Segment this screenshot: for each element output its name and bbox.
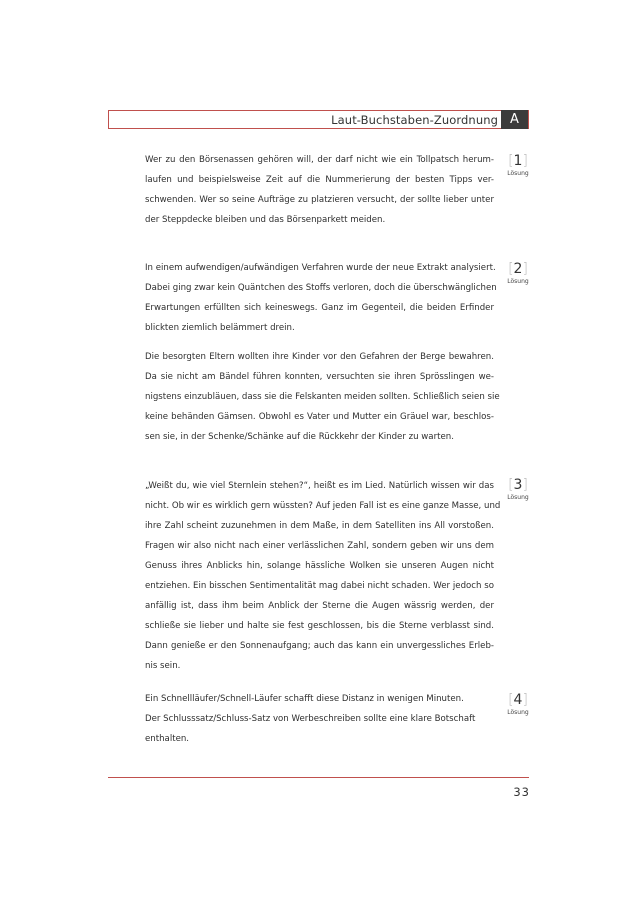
solution-number: 4 bbox=[513, 692, 523, 708]
solution-label: Lösung bbox=[507, 278, 529, 285]
solution-label: Lösung bbox=[507, 709, 529, 716]
solution-marker-1: [1] Lösung bbox=[503, 152, 533, 178]
text-line: sen sie, in der Schenke/Schänke auf die Rückkehr der Kinder zu warten. bbox=[145, 432, 454, 442]
footer-rule bbox=[108, 777, 529, 778]
text-line: ihre Zahl scheint zuzunehmen in dem Maße, in dem Satelliten ins All vorstoßen. bbox=[145, 521, 494, 531]
solution-marker-2: [2] Lösung bbox=[503, 260, 533, 286]
solution-number: 2 bbox=[513, 261, 523, 277]
text-line: schwenden. Wer so seine Aufträge zu platzieren versucht, der sollte lieber unter bbox=[145, 195, 494, 205]
text-line: Da sie nicht am Bändel führen konnten, versuchten sie ihren Sprösslingen we- bbox=[145, 372, 494, 382]
text-line: Ein Schnellläufer/Schnell-Läufer schafft diese Distanz in wenigen Minuten. bbox=[145, 694, 464, 704]
text-line: Genuss ihres Anblicks hin, solange hässliche Wolken sie unseren Augen nicht bbox=[145, 561, 494, 571]
text-line: blickten ziemlich belämmert drein. bbox=[145, 323, 295, 333]
text-line: Dabei ging zwar kein Quäntchen des Stoffs verloren, doch die überschwänglichen bbox=[145, 283, 497, 293]
text-line: nis sein. bbox=[145, 661, 181, 671]
section-title: Laut-Buchstaben-Zuordnung bbox=[331, 113, 498, 127]
text-line: nicht. Ob wir es wirklich gern wüssten? Auf jeden Fall ist es eine ganze Masse, und bbox=[145, 501, 501, 511]
paragraph-4 bbox=[145, 689, 494, 749]
text-line: Erwartungen erfüllten sich keineswegs. Ganz im Gegenteil, die beiden Erfinder bbox=[145, 303, 494, 313]
text-line: Fragen wir also nicht nach einer verlässlichen Zahl, sondern geben wir uns dem bbox=[145, 541, 494, 551]
solution-number: 1 bbox=[513, 153, 523, 169]
solution-label: Lösung bbox=[507, 170, 529, 177]
text-line: Wer zu den Börsenassen gehören will, der darf nicht wie ein Tollpatsch herum- bbox=[145, 155, 494, 165]
paragraph-3 bbox=[145, 476, 501, 676]
solution-marker-3: [3] Lösung bbox=[503, 476, 533, 502]
text-line: schließe sie lieber und halte sie fest geschlossen, bis die Sterne verblasst sind. bbox=[145, 621, 494, 631]
text-line: laufen und beispielsweise Zeit auf die Nummerierung der besten Tipps ver- bbox=[145, 175, 494, 185]
text-line: enthalten. bbox=[145, 734, 190, 744]
section-header bbox=[108, 110, 529, 129]
text-line: Die besorgten Eltern wollten ihre Kinder vor den Gefahren der Berge bewahren. bbox=[145, 352, 494, 362]
text-line: der Steppdecke bleiben und das Börsenparkett meiden. bbox=[145, 215, 386, 225]
solution-label: Lösung bbox=[507, 494, 529, 501]
page-number: 33 bbox=[513, 785, 530, 799]
text-line: nigstens einzubläuen, dass sie die Felskanten meiden sollten. Schließlich seien sie bbox=[145, 392, 500, 402]
section-badge: A bbox=[501, 110, 528, 129]
text-line: entziehen. Ein bisschen Sentimentalität mag dabei nicht schaden. Wer jedoch so bbox=[145, 581, 494, 591]
text-line: In einem aufwendigen/aufwändigen Verfahren wurde der neue Extrakt analysiert. bbox=[145, 263, 496, 273]
text-line: „Weißt du, wie viel Sternlein stehen?“, heißt es im Lied. Natürlich wissen wir das bbox=[145, 481, 494, 491]
text-line: anfällig ist, dass ihm beim Anblick der Sterne die Augen wässrig werden, der bbox=[145, 601, 494, 611]
paragraph-1 bbox=[145, 150, 494, 230]
paragraph-2b bbox=[145, 347, 500, 447]
paragraph-2 bbox=[145, 258, 497, 338]
text-line: Der Schlusssatz/Schluss-Satz von Werbeschreiben sollte eine klare Botschaft bbox=[145, 714, 476, 724]
solution-number: 3 bbox=[513, 477, 523, 493]
solution-marker-4: [4] Lösung bbox=[503, 691, 533, 717]
text-line: Dann genieße er den Sonnenaufgang; auch das kann ein unvergessliches Erleb- bbox=[145, 641, 494, 651]
text-line: keine behänden Gämsen. Obwohl es Vater und Mutter ein Gräuel war, beschlos- bbox=[145, 412, 494, 422]
